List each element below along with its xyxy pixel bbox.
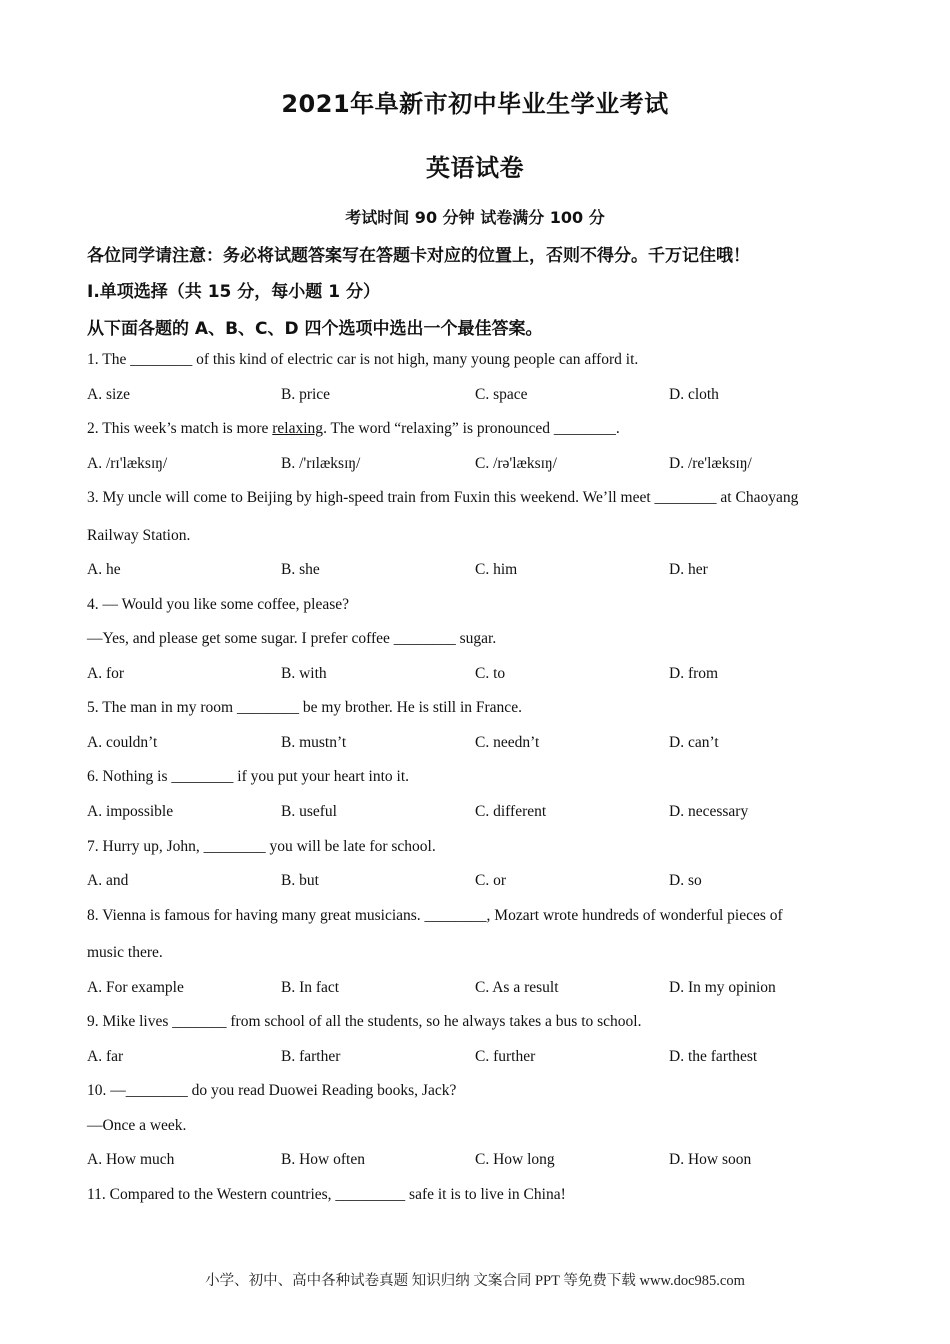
- question-2-stem: [87, 420, 620, 438]
- question-10-option-a: A. How much: [87, 1151, 175, 1168]
- question-1-stem: 1. The ________ of this kind of electric car is not high, many young people can afford it.: [87, 351, 639, 368]
- question-8-stem: 8. Vienna is famous for having many great musicians. ________, Mozart wrote hundreds of wonderful pieces of: [87, 907, 783, 924]
- question-7-options: [87, 872, 877, 894]
- question-1-option-b: B. price: [281, 386, 331, 403]
- question-9-options: [87, 1048, 877, 1070]
- question-5-stem: 5. The man in my room ________ be my brother. He is still in France.: [87, 699, 522, 716]
- question-8-option-a: A. For example: [87, 979, 184, 996]
- question-6-stem: 6. Nothing is ________ if you put your heart into it.: [87, 768, 410, 785]
- question-1-options: [87, 386, 877, 408]
- question-3-option-d: D. her: [669, 561, 708, 578]
- question-6-option-a: A. impossible: [87, 803, 174, 820]
- page-footer: 小学、初中、高中各种试卷真题 知识归纳 文案合同 PPT 等免费下载 www.doc985.com: [205, 1273, 745, 1289]
- question-1-option-a: A. size: [87, 386, 131, 403]
- question-10-option-c: C. How long: [475, 1151, 555, 1168]
- question-6-option-b: B. useful: [281, 803, 337, 820]
- question-6-option-d: D. necessary: [669, 803, 749, 820]
- question-4-options: [87, 665, 877, 687]
- question-10-option-b: B. How often: [281, 1151, 365, 1168]
- question-5-option-b: B. mustn’t: [281, 734, 347, 751]
- question-1-option-c: C. space: [475, 386, 528, 403]
- exam-subtitle: 英语试卷: [426, 154, 524, 182]
- question-7-option-a: A. and: [87, 872, 129, 889]
- question-7-option-c: C. or: [475, 872, 506, 889]
- question-3-stem: 3. My uncle will come to Beijing by high-speed train from Fuxin this weekend. We’ll meet ________ at Chaoyang: [87, 489, 799, 506]
- question-9-option-b: B. farther: [281, 1048, 341, 1065]
- question-1-option-d: D. cloth: [669, 386, 719, 403]
- question-4-option-a: A. for: [87, 665, 125, 682]
- question-8-option-d: D. In my opinion: [669, 979, 776, 996]
- question-2-option-c: C. /rə'læksɪŋ/: [475, 455, 557, 472]
- question-2-underlined-word: relaxing: [272, 420, 324, 437]
- question-2-stem-end: . The word “relaxing” is pronounced ________.: [323, 420, 620, 437]
- question-5-options: [87, 734, 877, 756]
- question-2-options: [87, 455, 877, 477]
- question-3-option-c: C. him: [475, 561, 518, 578]
- question-3-options: [87, 561, 877, 583]
- question-10-options: [87, 1151, 877, 1173]
- question-4-stem-cont: —Yes, and please get some sugar. I prefer coffee ________ sugar.: [87, 630, 497, 647]
- question-11-stem: 11. Compared to the Western countries, _________ safe it is to live in China!: [87, 1186, 566, 1203]
- question-8-option-b: B. In fact: [281, 979, 340, 996]
- question-4-option-c: C. to: [475, 665, 506, 682]
- question-3-option-b: B. she: [281, 561, 320, 578]
- question-2-option-a: A. /rɪ'læksɪŋ/: [87, 455, 168, 472]
- question-9-option-c: C. further: [475, 1048, 536, 1065]
- question-8-option-c: C. As a result: [475, 979, 559, 996]
- section-title: I.单项选择（共 15 分，每小题 1 分）: [87, 282, 380, 302]
- question-7-stem: 7. Hurry up, John, ________ you will be late for school.: [87, 838, 436, 855]
- exam-title: 2021年阜新市初中毕业生学业考试: [281, 90, 669, 118]
- question-9-stem: 9. Mike lives _______ from school of all the students, so he always takes a bus to school.: [87, 1013, 642, 1030]
- question-2-option-b: B. /'rɪlæksɪŋ/: [281, 455, 361, 472]
- question-2-option-d: D. /re'læksɪŋ/: [669, 455, 752, 472]
- question-5-option-c: C. needn’t: [475, 734, 540, 751]
- question-6-options: [87, 803, 877, 825]
- question-7-option-d: D. so: [669, 872, 702, 889]
- question-4-option-d: D. from: [669, 665, 719, 682]
- question-6-option-c: C. different: [475, 803, 547, 820]
- question-8-stem-cont: music there.: [87, 944, 163, 961]
- question-8-options: [87, 979, 877, 1001]
- question-10-stem-cont: —Once a week.: [87, 1117, 187, 1134]
- question-3-option-a: A. he: [87, 561, 121, 578]
- question-3-stem-cont: Railway Station.: [87, 527, 191, 544]
- section-instruction: 从下面各题的 A、B、C、D 四个选项中选出一个最佳答案。: [87, 319, 543, 339]
- question-9-option-a: A. far: [87, 1048, 124, 1065]
- exam-meta: 考试时间 90 分钟 试卷满分 100 分: [345, 208, 605, 227]
- question-9-option-d: D. the farthest: [669, 1048, 758, 1065]
- question-7-option-b: B. but: [281, 872, 319, 889]
- question-4-stem: 4. — Would you like some coffee, please?: [87, 596, 350, 613]
- exam-notice: 各位同学请注意：务必将试题答案写在答题卡对应的位置上，否则不得分。千万记住哦！: [87, 246, 750, 266]
- question-5-option-d: D. can’t: [669, 734, 719, 751]
- question-4-option-b: B. with: [281, 665, 327, 682]
- question-10-option-d: D. How soon: [669, 1151, 752, 1168]
- question-2-stem-start: 2. This week’s match is more: [87, 420, 273, 437]
- question-10-stem: 10. —________ do you read Duowei Reading books, Jack?: [87, 1082, 457, 1099]
- question-5-option-a: A. couldn’t: [87, 734, 158, 751]
